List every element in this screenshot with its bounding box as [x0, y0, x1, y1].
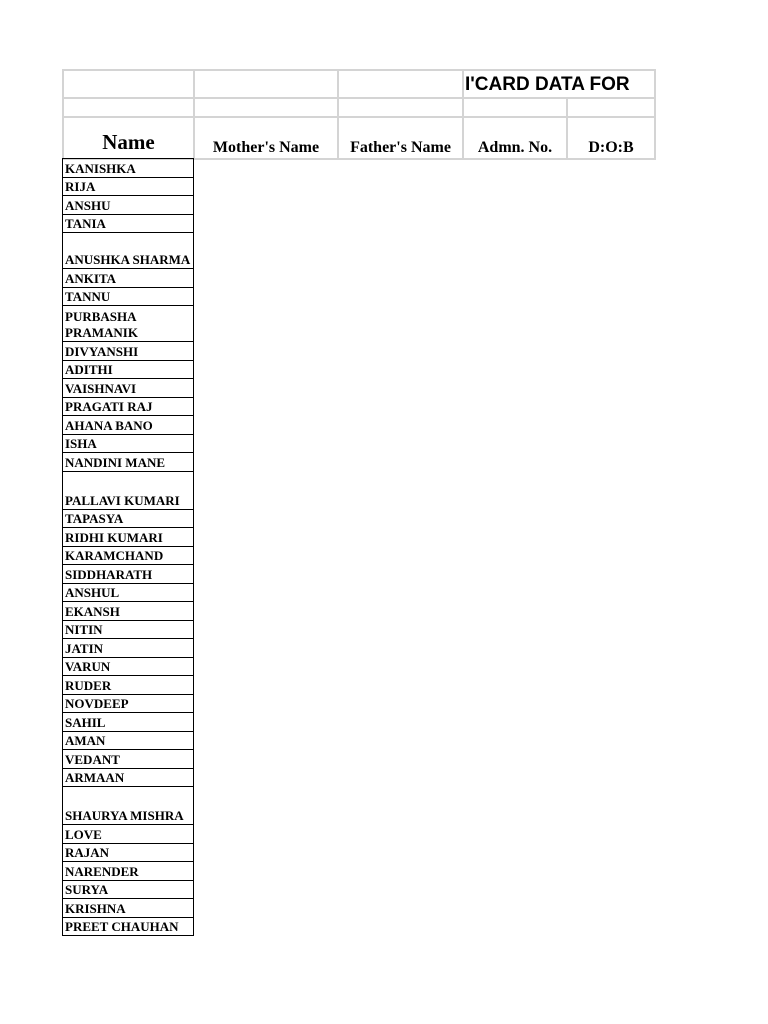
table-row: [63, 583, 194, 602]
table-row: [63, 657, 194, 676]
table-row: [63, 713, 194, 732]
student-name-cell[interactable]: NITIN: [63, 620, 194, 639]
table-row: [63, 416, 194, 435]
table-row: [63, 565, 194, 584]
table-row: [63, 177, 194, 196]
table-row: [63, 360, 194, 379]
header-cell: [193, 97, 339, 118]
table-row: [63, 509, 194, 528]
table-row: [63, 862, 194, 881]
table-row: [63, 196, 194, 215]
student-name-cell[interactable]: SHAURYA MISHRA: [63, 787, 194, 825]
header-cell: [337, 69, 464, 99]
student-name-cell[interactable]: PURBASHA PRAMANIK: [63, 306, 194, 342]
student-name-list: [62, 158, 194, 936]
column-header-mothers-name: Mother's Name: [212, 139, 320, 156]
table-row: [63, 731, 194, 750]
table-row: [63, 899, 194, 918]
student-name-cell[interactable]: TAPASYA: [63, 509, 194, 528]
table-row: [63, 694, 194, 713]
table-row: [63, 379, 194, 398]
table-row: [63, 917, 194, 936]
student-name-cell[interactable]: NOVDEEP: [63, 694, 194, 713]
column-header-name: Name: [102, 130, 155, 154]
table-row: [63, 214, 194, 233]
table-row: [63, 639, 194, 658]
student-name-cell[interactable]: ISHA: [63, 434, 194, 453]
table-row: [63, 306, 194, 342]
student-name-cell[interactable]: KANISHKA: [63, 159, 194, 178]
student-name-cell[interactable]: SAHIL: [63, 713, 194, 732]
student-name-cell[interactable]: PREET CHAUHAN: [63, 917, 194, 936]
table-row: [63, 287, 194, 306]
student-name-cell[interactable]: PALLAVI KUMARI: [63, 471, 194, 509]
column-header-dob: D:O:B: [588, 139, 634, 156]
student-name-cell[interactable]: ANUSHKA SHARMA: [63, 233, 194, 269]
table-row: [63, 880, 194, 899]
student-name-cell[interactable]: RAJAN: [63, 843, 194, 862]
table-row: [63, 825, 194, 844]
table-row: [63, 620, 194, 639]
table-row: [63, 843, 194, 862]
table-row: [63, 453, 194, 472]
table-row: [63, 546, 194, 565]
table-row: [63, 269, 194, 288]
table-row: [63, 528, 194, 547]
student-name-cell[interactable]: VAISHNAVI: [63, 379, 194, 398]
table-row: [63, 397, 194, 416]
student-name-cell[interactable]: KARAMCHAND: [63, 546, 194, 565]
table-row: [63, 602, 194, 621]
table-row: [63, 787, 194, 825]
student-name-cell[interactable]: ADITHI: [63, 360, 194, 379]
student-name-cell[interactable]: AHANA BANO: [63, 416, 194, 435]
student-name-cell[interactable]: TANIA: [63, 214, 194, 233]
student-name-cell[interactable]: KRISHNA: [63, 899, 194, 918]
table-row: [63, 471, 194, 509]
header-cell: [566, 97, 656, 118]
student-name-cell[interactable]: RIDHI KUMARI: [63, 528, 194, 547]
student-name-cell[interactable]: TANNU: [63, 287, 194, 306]
student-name-cell[interactable]: SIDDHARATH: [63, 565, 194, 584]
student-name-cell[interactable]: LOVE: [63, 825, 194, 844]
student-name-cell[interactable]: ARMAAN: [63, 768, 194, 787]
header-grid: [62, 69, 656, 160]
header-cell: [62, 69, 195, 99]
student-name-cell[interactable]: NARENDER: [63, 862, 194, 881]
student-name-cell[interactable]: NANDINI MANE: [63, 453, 194, 472]
spreadsheet: [62, 69, 656, 160]
student-name-cell[interactable]: ANKITA: [63, 269, 194, 288]
table-row: [63, 434, 194, 453]
header-cell: [337, 97, 464, 118]
student-name-cell[interactable]: JATIN: [63, 639, 194, 658]
student-name-cell[interactable]: PRAGATI RAJ: [63, 397, 194, 416]
student-name-cell[interactable]: RUDER: [63, 676, 194, 695]
student-name-cell[interactable]: AMAN: [63, 731, 194, 750]
student-name-cell[interactable]: EKANSH: [63, 602, 194, 621]
table-row: [63, 676, 194, 695]
student-name-cell[interactable]: DIVYANSHI: [63, 342, 194, 361]
column-header-admission-no: Admn. No.: [477, 139, 553, 156]
table-row: [63, 342, 194, 361]
student-name-cell[interactable]: RIJA: [63, 177, 194, 196]
header-cell: [62, 97, 195, 118]
student-name-cell[interactable]: SURYA: [63, 880, 194, 899]
student-name-cell[interactable]: ANSHUL: [63, 583, 194, 602]
column-header-fathers-name: Father's Name: [350, 139, 451, 156]
table-row: [63, 768, 194, 787]
table-row: [63, 750, 194, 769]
table-row: [63, 233, 194, 269]
header-cell: [462, 97, 568, 118]
sheet-title: I'CARD DATA FOR: [465, 74, 630, 95]
student-name-cell[interactable]: ANSHU: [63, 196, 194, 215]
student-name-cell[interactable]: VARUN: [63, 657, 194, 676]
header-cell: [193, 69, 339, 99]
student-name-cell[interactable]: VEDANT: [63, 750, 194, 769]
table-row: [63, 159, 194, 178]
